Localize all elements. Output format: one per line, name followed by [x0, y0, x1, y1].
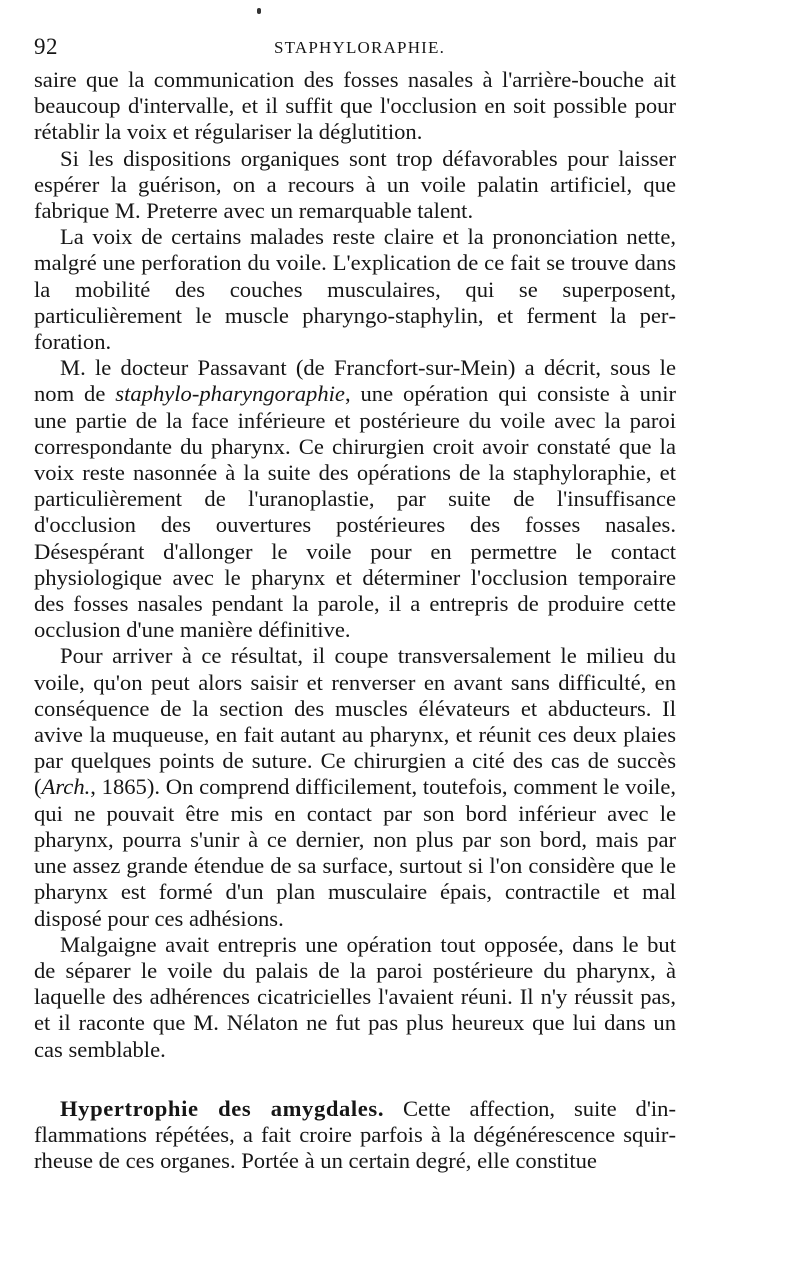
page-number: 92 [34, 34, 58, 59]
paragraph-text: Pour arriver à ce résultat, il coupe transversalement le milieu du voile, qu'on peut alors saisir et renverser en avant sans difficulté, en conséquence de la section des muscles élévateurs et abducteurs. Il avive la muqueuse, en fait autant au pharynx, et réunit ces deux plaies par quelques points de suture. Ce chirurgien a cité des cas de succès ( [34, 643, 676, 800]
page-header [34, 34, 676, 64]
italic-term: staphylo-pharyngoraphie [115, 381, 345, 407]
paragraph-p4 [34, 355, 676, 643]
paragraph-text: , 1865). On comprend difficilement, toutefois, comment le voile, qui ne pouvait être mis en contact par son bord inférieur avec le pharynx, pourra s'unir à ce dernier, non plus par son bord, mais par une assez grande étendue de sa surface, surtout si l'on considère que le pharynx est formé d'un plan musculaire épais, contractile et mal disposé pour ces adhésions. [34, 774, 676, 931]
paragraph-text: M. le docteur Passavant (de Francfort-sur-Mein) a décrit, sous le nom de [34, 355, 676, 407]
section-gap [34, 1063, 676, 1096]
paragraph-text: La voix de certains malades reste claire et la prononciation nette, malgré une perforation du voile. L'explication de ce fait se trouve dans la mobilité des couches musculaires, qui se superposent, particulièrement le muscle pharyngo-staphylin, et ferment la perforation. [34, 224, 676, 355]
paragraph-p5 [34, 643, 676, 931]
paragraphs [34, 67, 676, 1063]
paragraph-text: , une opération qui consiste à unir une partie de la face inférieure et postérieure du voile avec la paroi correspondante du pharynx. Ce chirurgien croit avoir constaté que la voix reste nasonnée à la suite des opérations de la staphyloraphie, et particulièrement de l'uranoplastie, par suite de l'insuffisance d'occlusion des ouvertures postérieures des fosses nasales. Désespérant d'allonger le voile pour en permettre le contact physiologique avec le pharynx et déterminer l'occlusion temporaire des fosses nasales pendant la parole, il a entrepris de produire cette occlusion d'une manière définitive. [34, 381, 676, 643]
paragraph-text: Si les dispositions organiques sont trop défavorables pour laisser espérer la guérison, on a recours à un voile palatin artificiel, que fabrique M. Preterre avec un remarquable talent. [34, 145, 676, 224]
paragraph-p6 [34, 932, 676, 1063]
section-heading: Hypertrophie des amygdales. [60, 1095, 385, 1121]
paragraph-p1 [34, 67, 676, 146]
paragraph-p3 [34, 224, 676, 355]
ink-speck [257, 8, 261, 14]
section-text: Cette affection, suite d'inflammations répétées, a fait croire parfois à la dégénérescence squirrheuse de ces organes. Portée à un certain degré, elle constitue [34, 1095, 676, 1174]
paragraph-text: saire que la communication des fosses nasales à l'arrière-bouche ait beaucoup d'intervalle, et il suffit que l'occlusion en soit possible pour rétablir la voix et régulariser la déglutition. [34, 67, 676, 145]
italic-term: Arch. [41, 774, 91, 800]
paragraph-text: Malgaigne avait entrepris une opération tout opposée, dans le but de séparer le voile du palais de la paroi postérieure du pharynx, à laquelle des adhérences cicatricielles l'avaient réuni. Il n'y réussit pas, et il raconte que M. Nélaton ne fut pas plus heureux que lui dans un cas semblable. [34, 931, 676, 1062]
running-head: STAPHYLORAPHIE. [274, 38, 446, 57]
body-text [34, 67, 676, 1174]
paragraph-p2 [34, 146, 676, 225]
section-paragraph [34, 1096, 676, 1175]
